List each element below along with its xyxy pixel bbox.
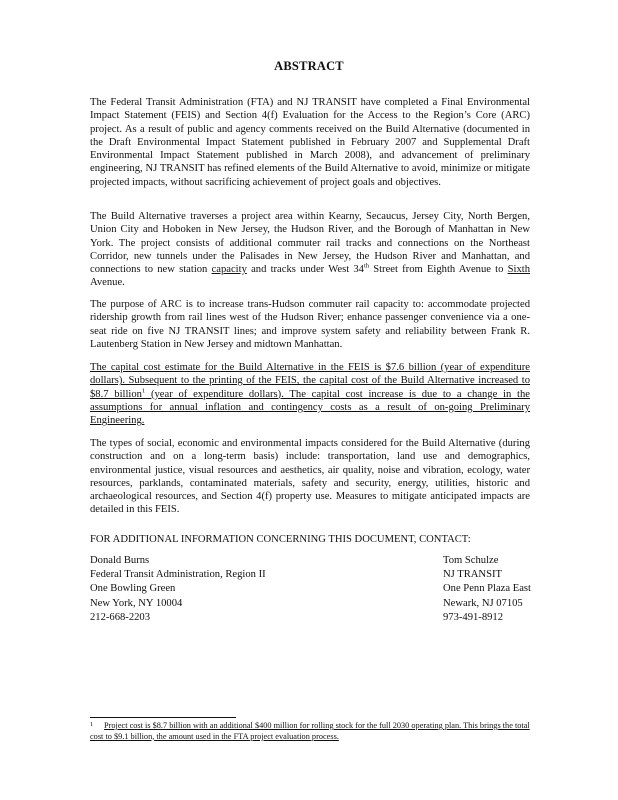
underlined-capacity: capacity [211, 264, 247, 276]
page-title: ABSTRACT [274, 59, 344, 73]
contact-block-njtransit [443, 554, 531, 625]
contact-city: Newark, NJ 07105 [443, 597, 523, 609]
contact-block-fta [90, 554, 266, 625]
contact-address: One Penn Plaza East [443, 583, 531, 595]
contact-phone: 973-491-8912 [443, 611, 504, 623]
paragraph-capital-cost: The capital cost estimate for the Build Alternative in the FEIS is $7.6 billion (year of expenditure dollars). Subsequent to the printing of the FEIS, the capital cost of the Build Alternative increased to $8.7 billion$^1$ (year of expenditure dollars). The capital cost increase is due to a change in the assumptions for annual inflation and contingency costs as a result of on-going Preliminary Engineering. [90, 362, 530, 427]
contact-address: One Bowling Green [90, 583, 176, 595]
contact-name: Donald Burns [90, 555, 150, 566]
footnote [90, 721, 530, 742]
footnote-separator [90, 717, 236, 718]
contact-organization: Federal Transit Administration, Region II [90, 569, 266, 581]
paragraph-project-area: The Build Alternative traverses a project area within Kearny, Secaucus, Jersey City, North Bergen, Union City and Hoboken in New Jersey, the Hudson River, and the Borough of Manhattan in New York. The project consists of additional commuter rail tracks and connections on the Northeast Corridor, new tunnels under the Palisades in New Jersey, the Hudson River and Manhattan, and connections to new station capacity and tracks under West 34th Street from Eighth Avenue to Sixth Avenue. [90, 211, 530, 289]
paragraph-intro: The Federal Transit Administration (FTA) and NJ TRANSIT have completed a Final Environmental Impact Statement (FEIS) and Section 4(f) Evaluation for the Access to the Region’s Core (ARC) project. As a result of public and agency comments received on the Build Alternative (documented in the Draft Environmental Impact Statement published in February 2007 and Supplemental Draft Environmental Impact Statement published in March 2008), and advancement of preliminary engineering, NJ TRANSIT has refined elements of the Build Alternative to avoid, minimize or mitigate projected impacts, without sacrificing achievement of project goals and objectives. [90, 97, 530, 188]
contact-heading: FOR ADDITIONAL INFORMATION CONCERNING THIS DOCUMENT, CONTACT: [90, 534, 471, 545]
contact-city: New York, NY 10004 [90, 597, 183, 609]
paragraph-impacts: The types of social, economic and environmental impacts considered for the Build Alternative (during construction and on a long-term basis) include: transportation, land use and demographics, environmental justice, visual resources and aesthetics, air quality, noise and vibration, ecology, water resources, parklands, contaminated materials, safety and security, energy, utilities, historic and archaeological resources, and Section 4(f) property use. Measures to mitigate anticipated impacts are detailed in this FEIS. [90, 438, 530, 516]
underlined-sixth: Sixth [507, 264, 530, 276]
paragraph-purpose: The purpose of ARC is to increase trans-Hudson commuter rail capacity to: accommodate projected ridership growth from rail lines west of the Hudson River; enhance passenger convenience via a one-seat ride on five NJ TRANSIT lines; and improve system safety and reliability between Frank R. Lautenberg Station in New Jersey and midtown Manhattan. [90, 299, 530, 350]
footnote-reference: 1 [141, 387, 146, 395]
contact-phone: 212-668-2203 [90, 611, 151, 623]
contact-name: Tom Schulze [443, 555, 499, 566]
footnote-mark: 1 [90, 721, 94, 728]
footnote-text: Project cost is $8.7 billion with an additional $400 million for rolling stock for the full 2030 operating plan. This brings the total cost to $9.1 billion, the amount used in the FTA project evaluation process. [90, 721, 530, 741]
contact-organization: NJ TRANSIT [443, 569, 502, 581]
